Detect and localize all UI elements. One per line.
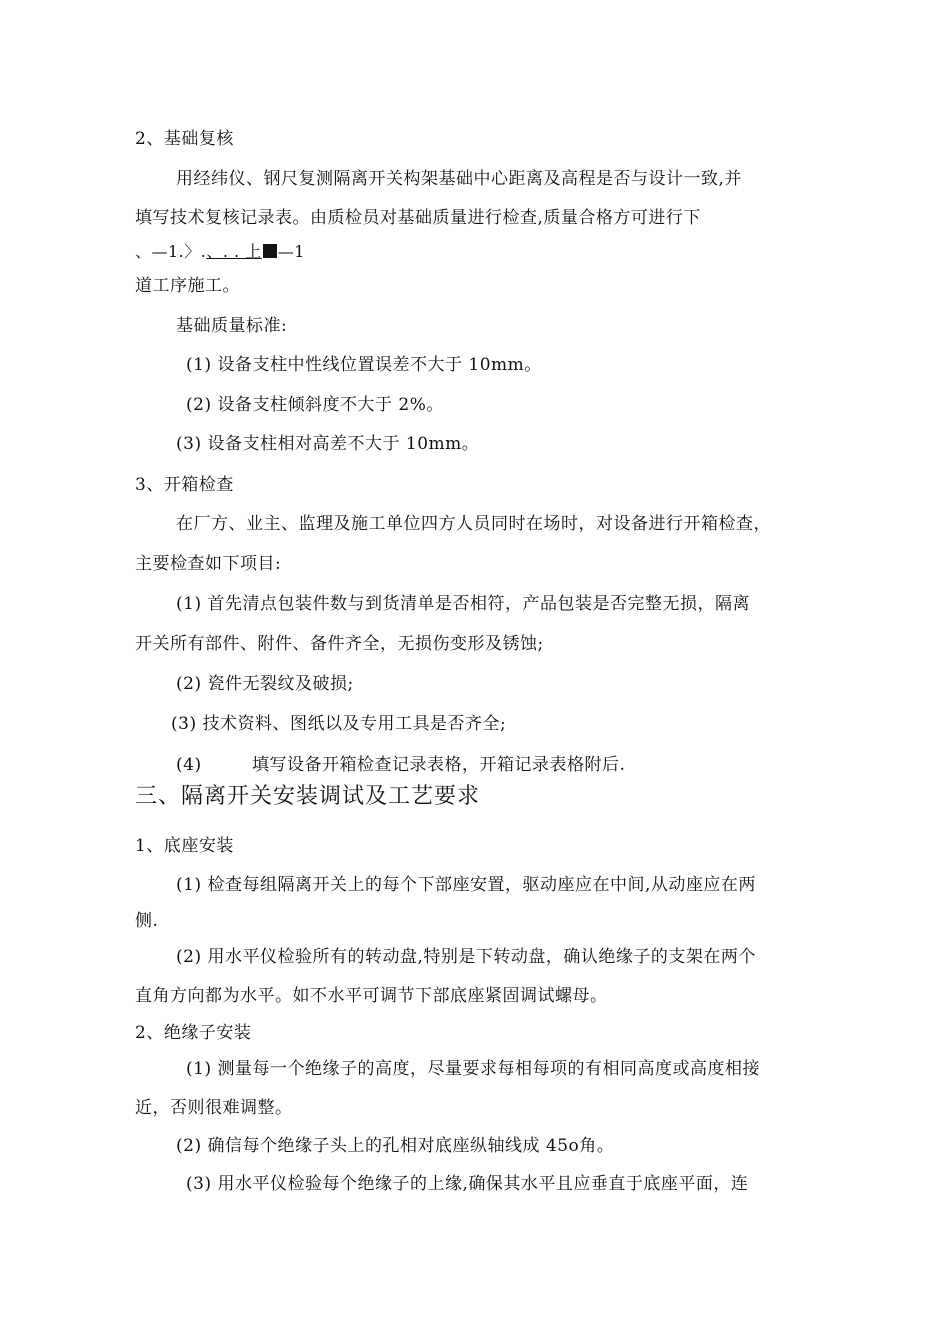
- section-heading-unpacking: 3、开箱检查: [135, 475, 234, 495]
- install-item-continued: 侧.: [135, 911, 159, 931]
- check-item-number: (4): [176, 755, 202, 775]
- install-item: (2) 用水平仪检验所有的转动盘,特别是下转动盘，确认绝缘子的支架在两个: [176, 947, 756, 967]
- install-item-continued: 近，否则很难调整。: [135, 1098, 293, 1118]
- check-item: 填写设备开箱检查记录表格，开箱记录表格附后.: [252, 755, 626, 775]
- standard-item: (2) 设备支柱倾斜度不大于 2%。: [186, 395, 444, 415]
- paragraph-line: 道工序施工。: [135, 276, 240, 296]
- black-square-mark: [263, 244, 277, 258]
- check-item: (1) 首先清点包装件数与到货清单是否相符，产品包装是否完整无损，隔离: [176, 594, 750, 614]
- check-item: (2) 瓷件无裂纹及破损;: [176, 674, 354, 694]
- install-item: (3) 用水平仪检验每个绝缘子的上缘,确保其水平且应垂直于底座平面，连: [186, 1174, 749, 1194]
- paragraph-line: 主要检查如下项目:: [135, 554, 282, 574]
- paragraph-line: 用经纬仪、钢尺复测隔离开关构架基础中心距离及高程是否与设计一致,并: [176, 169, 742, 189]
- garbled-text-c: —1: [277, 242, 305, 261]
- paragraph-line: 填写技术复核记录表。由质检员对基础质量进行检查,质量合格方可进行下: [135, 208, 701, 228]
- install-item: (1) 检查每组隔离开关上的每个下部座安置，驱动座应在中间,从动座应在两: [176, 875, 756, 895]
- standard-item: (3) 设备支柱相对高差不大于 10mm。: [176, 434, 480, 454]
- check-item: (3) 技术资料、图纸以及专用工具是否齐全;: [171, 714, 507, 734]
- garbled-text-line: [135, 244, 305, 260]
- chapter-title: 三、隔离开关安装调试及工艺要求: [135, 784, 481, 809]
- garbled-text-b: 、. . 上: [206, 242, 262, 261]
- section-heading-base-install: 1、底座安装: [135, 836, 234, 856]
- garbled-text-a: 、—1.〉.: [135, 242, 207, 261]
- install-item: (1) 测量每一个绝缘子的高度，尽量要求每相每项的有相同高度或高度相接: [186, 1059, 760, 1079]
- standard-item: (1) 设备支柱中性线位置误差不大于 10mm。: [186, 355, 542, 375]
- section-heading-foundation-check: 2、基础复核: [135, 129, 234, 149]
- install-item: (2) 确信每个绝缘子头上的孔相对底座纵轴线成 45o角。: [176, 1136, 615, 1156]
- paragraph-line: 在厂方、业主、监理及施工单位四方人员同时在场时，对设备进行开箱检查，: [176, 514, 771, 534]
- section-heading-insulator-install: 2、绝缘子安装: [135, 1023, 252, 1043]
- check-item-continued: 开关所有部件、附件、备件齐全，无损伤变形及锈蚀;: [135, 634, 544, 654]
- standard-title: 基础质量标准:: [176, 316, 288, 336]
- install-item-continued: 直角方向都为水平。如不水平可调节下部底座紧固调试螺母。: [135, 986, 608, 1006]
